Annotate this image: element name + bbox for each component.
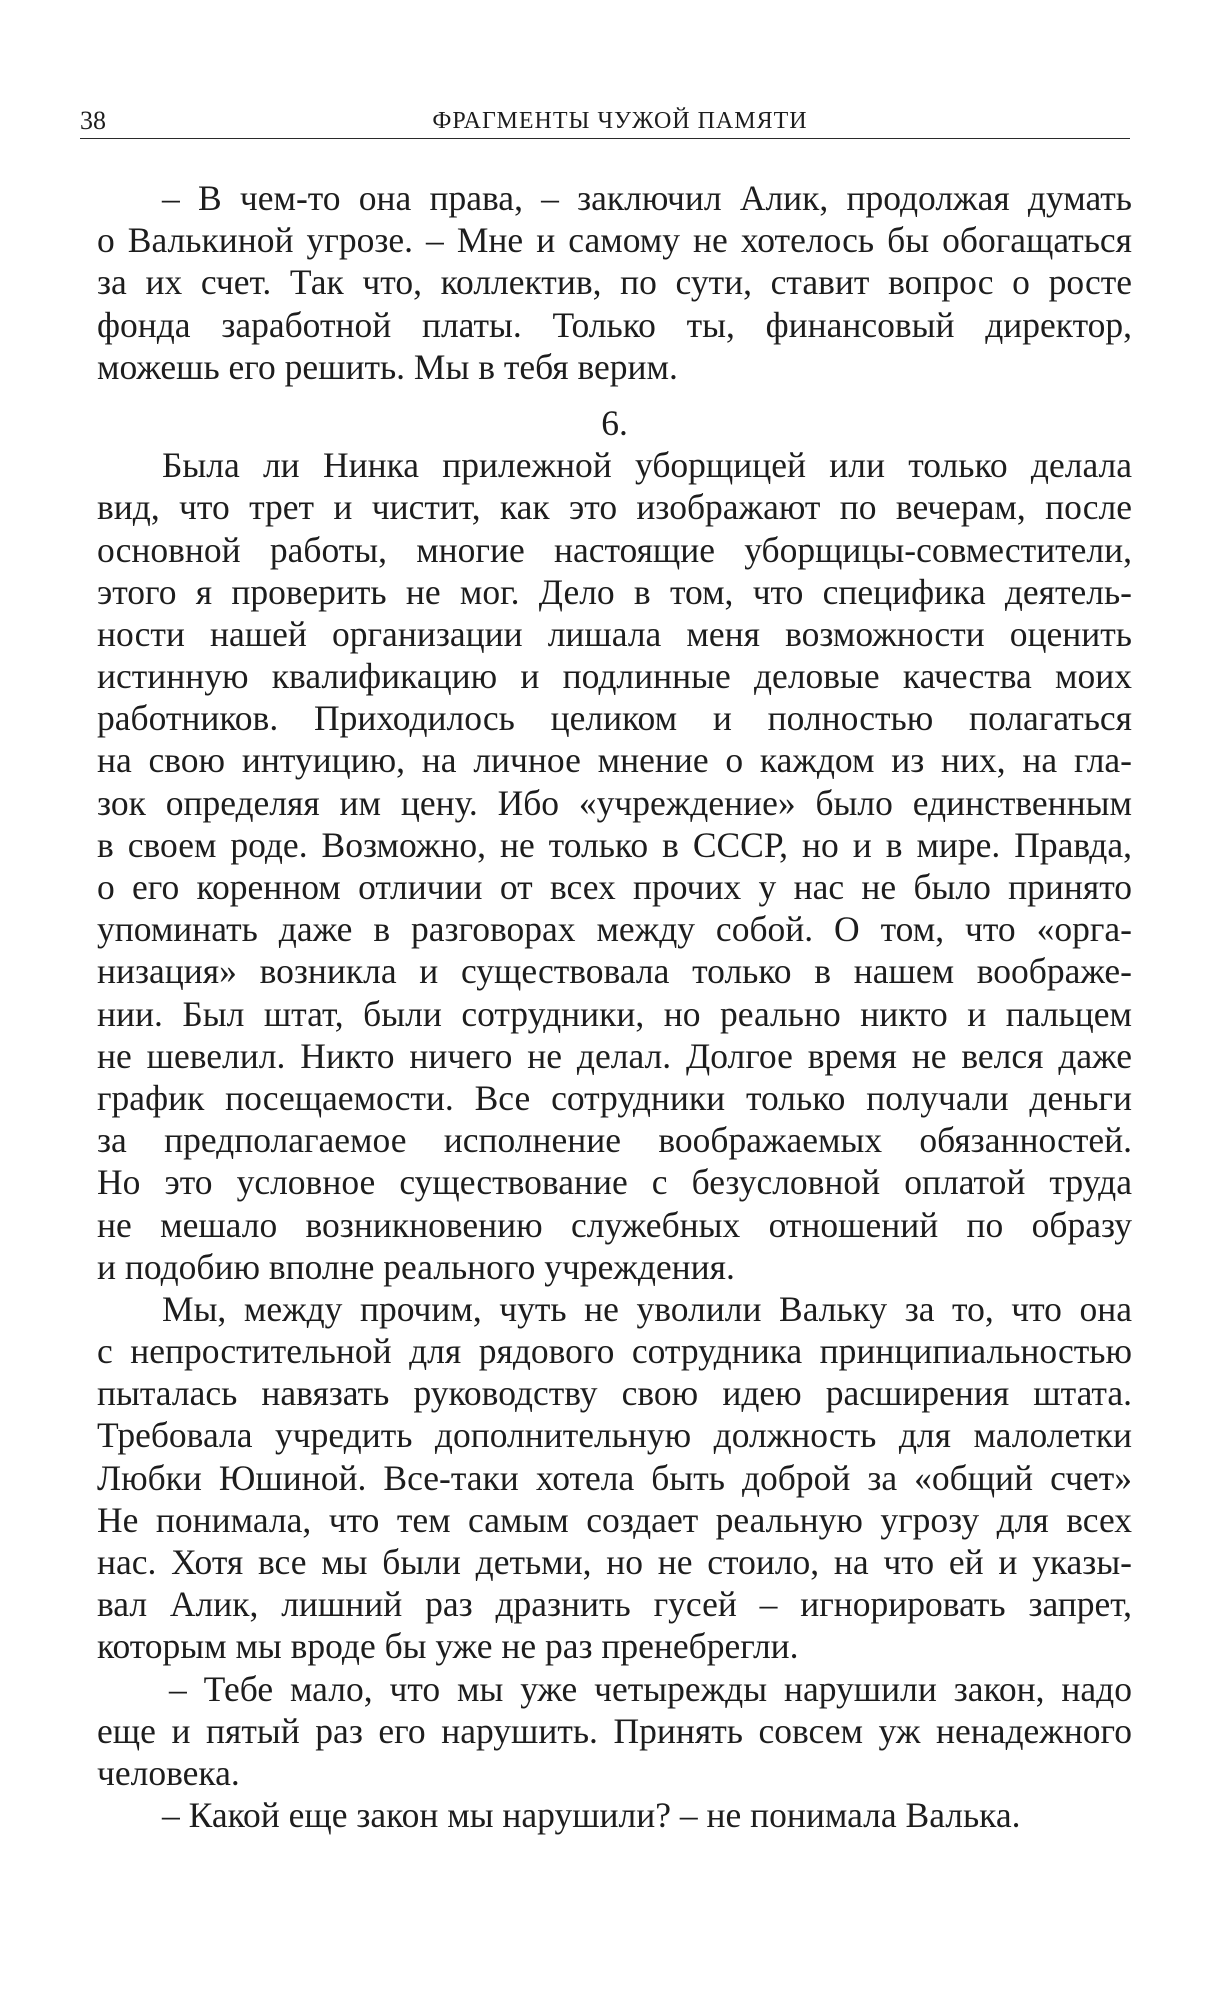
- paragraph-3: [97, 1288, 1132, 1668]
- text-line: которым мы вроде бы уже не раз пренебрегли.: [97, 1626, 799, 1667]
- paragraph-4: [97, 1668, 1132, 1795]
- text-line: зок определяя им цену. Ибо «учреждение» было единственным: [97, 782, 1132, 823]
- text-line: и подобию вполне реального учреждения.: [97, 1246, 735, 1287]
- paragraph-2: [97, 444, 1132, 1288]
- running-header: [80, 108, 1130, 139]
- text-line: фонда заработной платы. Только ты, финансовый директор,: [97, 304, 1132, 345]
- text-line: Была ли Нинка прилежной уборщицей или только делала: [162, 445, 1132, 486]
- section-number: 6.: [601, 402, 628, 443]
- text-line: истинную квалификацию и подлинные деловые качества моих: [97, 656, 1132, 697]
- text-line: этого я проверить не мог. Дело в том, что специфика деятель-: [97, 571, 1132, 612]
- paragraph-1: [97, 177, 1132, 388]
- text-line: основной работы, многие настоящие уборщицы-совместители,: [97, 529, 1132, 570]
- text-line: с непростительной для рядового сотрудника принципиальностью: [97, 1331, 1132, 1372]
- text-line: – Тебе мало, что мы уже четырежды нарушили закон, надо: [169, 1668, 1132, 1709]
- running-title: ФРАГМЕНТЫ ЧУЖОЙ ПАМЯТИ: [432, 108, 808, 134]
- text-line: за их счет. Так что, коллектив, по сути, ставит вопрос о росте: [97, 262, 1132, 303]
- text-line: нии. Был штат, были сотрудники, но реально никто и пальцем: [97, 993, 1132, 1034]
- text-line: – Какой еще закон мы нарушили? – не понимала Валька.: [162, 1795, 1021, 1836]
- text-line: вал Алик, лишний раз дразнить гусей – игнорировать запрет,: [97, 1584, 1132, 1625]
- text-line: не шевелил. Никто ничего не делал. Долгое время не велся даже: [97, 1035, 1132, 1076]
- text-line: нас. Хотя все мы были детьми, но не стоило, на что ей и указы-: [97, 1542, 1132, 1582]
- text-line: о его коренном отличии от всех прочих у нас не было принято: [97, 867, 1132, 907]
- text-line: человека.: [97, 1752, 240, 1793]
- text-line: Любки Юшиной. Все-таки хотела быть доброй за «общий счет»: [97, 1457, 1132, 1498]
- text-line: о Валькиной угрозе. – Мне и самому не хотелось бы обогащаться: [97, 220, 1132, 261]
- text-line: упоминать даже в разговорах между собой. О том, что «орга-: [97, 909, 1132, 950]
- page-number: 38: [80, 106, 106, 135]
- text-line: график посещаемости. Все сотрудники только получали деньги: [97, 1077, 1132, 1118]
- text-line: не мешало возникновению служебных отношений по образу: [97, 1204, 1132, 1245]
- text-line: Мы, между прочим, чуть не уволили Вальку за то, что она: [162, 1288, 1132, 1329]
- text-line: на свою интуицию, на личное мнение о каждом из них, на гла-: [97, 740, 1132, 781]
- text-line: – В чем-то она права, – заключил Алик, продолжая думать: [162, 178, 1132, 218]
- text-line: пыталась навязать руководству свою идею расширения штата.: [97, 1373, 1132, 1414]
- body-text: [97, 177, 1132, 1836]
- text-line: низация» возникла и существовала только в нашем воображе-: [97, 951, 1132, 992]
- text-line: Но это условное существование с безусловной оплатой труда: [97, 1162, 1132, 1203]
- text-line: Требовала учредить дополнительную должность для малолетки: [97, 1415, 1132, 1456]
- text-line: еще и пятый раз его нарушить. Принять совсем уж ненадежного: [97, 1710, 1132, 1751]
- text-line: можешь его решить. Мы в тебя верим.: [97, 346, 678, 387]
- text-line: в своем роде. Возможно, не только в СССР, но и в мире. Правда,: [97, 824, 1132, 865]
- paragraph-5: [97, 1794, 1132, 1836]
- text-line: работников. Приходилось целиком и полностью полагаться: [97, 698, 1132, 739]
- text-line: Не понимала, что тем самым создает реальную угрозу для всех: [97, 1499, 1132, 1540]
- text-line: ности нашей организации лишала меня возможности оценить: [97, 613, 1132, 654]
- text-line: вид, что трет и чистит, как это изображают по вечерам, после: [97, 487, 1132, 528]
- text-line: за предполагаемое исполнение воображаемых обязанностей.: [97, 1120, 1132, 1161]
